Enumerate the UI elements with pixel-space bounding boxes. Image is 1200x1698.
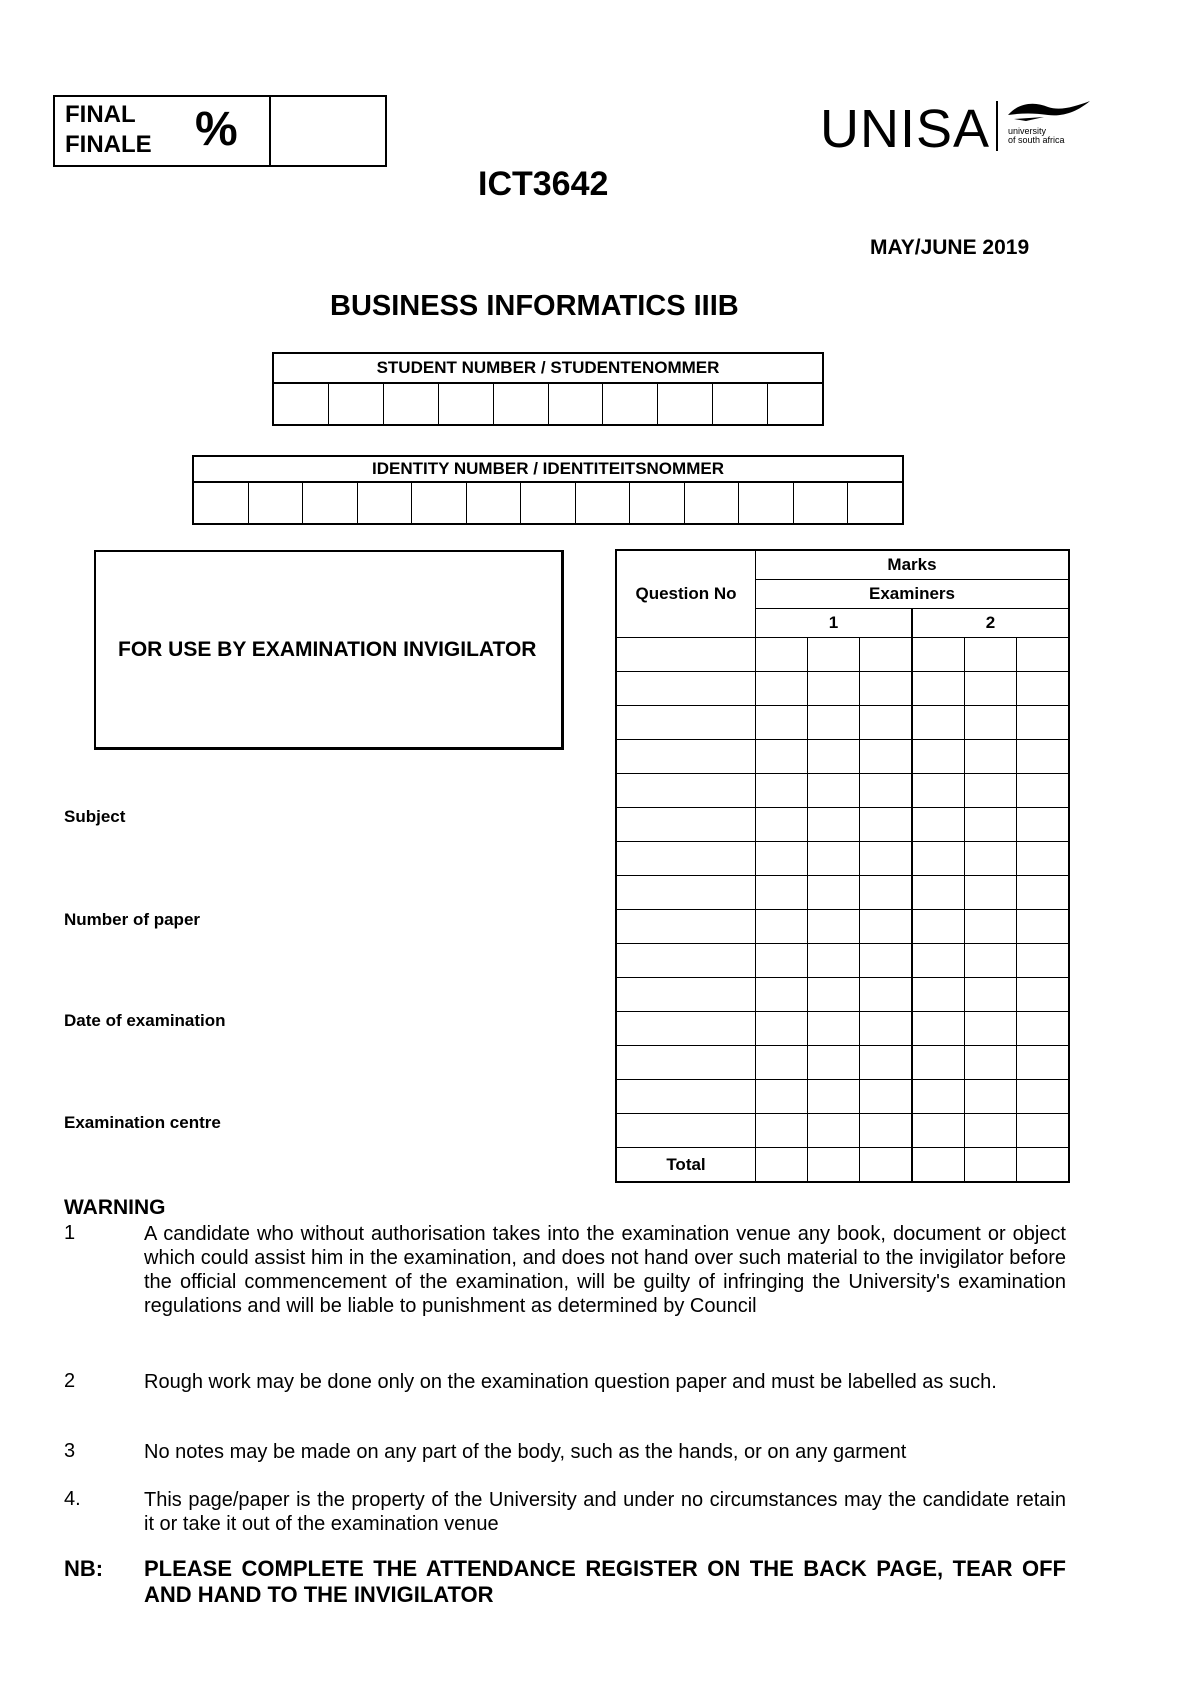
digit-cell[interactable]: [630, 483, 685, 523]
examiners-header: Examiners: [756, 580, 1070, 609]
mark-cell[interactable]: [965, 910, 1017, 944]
mark-cell[interactable]: [965, 706, 1017, 740]
table-row: [616, 944, 1069, 978]
mark-cell[interactable]: [912, 706, 965, 740]
mark-cell[interactable]: [860, 978, 913, 1012]
mark-cell[interactable]: [1017, 842, 1070, 876]
mark-cell[interactable]: [808, 910, 860, 944]
mark-cell[interactable]: [912, 842, 965, 876]
mark-cell[interactable]: [860, 706, 913, 740]
mark-cell[interactable]: [965, 842, 1017, 876]
percent-sign: %: [195, 103, 238, 156]
invigilator-box: [94, 550, 564, 750]
question-cell[interactable]: [616, 1046, 756, 1080]
digit-cell[interactable]: [303, 483, 358, 523]
final-label: [65, 100, 152, 160]
mark-cell[interactable]: [965, 944, 1017, 978]
exam-centre-label: Examination centre: [64, 1113, 221, 1132]
table-row: [616, 842, 1069, 876]
mark-cell[interactable]: [860, 638, 913, 672]
table-row: [616, 1080, 1069, 1114]
course-title: BUSINESS INFORMATICS IIIB: [330, 290, 739, 322]
mark-cell[interactable]: [860, 740, 913, 774]
mark-cell[interactable]: [756, 842, 808, 876]
mark-cell[interactable]: [808, 876, 860, 910]
identity-number-box: [192, 455, 904, 525]
student-number-cells[interactable]: [274, 384, 822, 424]
digit-cell[interactable]: [412, 483, 467, 523]
mark-cell[interactable]: [912, 774, 965, 808]
final-label-en: FINAL: [65, 101, 136, 128]
digit-cell[interactable]: [194, 483, 249, 523]
question-cell[interactable]: [616, 876, 756, 910]
nb-text: PLEASE COMPLETE THE ATTENDANCE REGISTER ON THE BACK PAGE, TEAR OFF AND HAND TO THE INVIGILATOR: [144, 1556, 1066, 1607]
total-row: [616, 1148, 1069, 1183]
total-cell[interactable]: [965, 1148, 1017, 1183]
mark-cell[interactable]: [1017, 808, 1070, 842]
mark-cell[interactable]: [912, 1080, 965, 1114]
marks-header: Marks: [756, 550, 1070, 580]
mark-cell[interactable]: [965, 774, 1017, 808]
logo-tagline: [1008, 127, 1065, 145]
mark-cell[interactable]: [1017, 1046, 1070, 1080]
mark-cell[interactable]: [1017, 1114, 1070, 1148]
table-row: [616, 706, 1069, 740]
mark-cell[interactable]: [1017, 740, 1070, 774]
question-cell[interactable]: [616, 774, 756, 808]
mark-cell[interactable]: [808, 1046, 860, 1080]
paper-number-label: Number of paper: [64, 910, 201, 929]
warning-item-number: 4.: [64, 1488, 81, 1510]
final-label-af: FINALE: [65, 131, 152, 158]
mark-cell[interactable]: [860, 672, 913, 706]
table-row: [616, 978, 1069, 1012]
mark-cell[interactable]: [1017, 774, 1070, 808]
mark-cell[interactable]: [756, 808, 808, 842]
mark-cell[interactable]: [860, 774, 913, 808]
mark-cell[interactable]: [965, 740, 1017, 774]
logo-divider: [996, 101, 998, 151]
marks-table: [615, 549, 1070, 1183]
digit-cell[interactable]: [494, 384, 549, 424]
mark-cell[interactable]: [1017, 978, 1070, 1012]
warning-item-text: No notes may be made on any part of the body, such as the hands, or on any garment: [144, 1441, 907, 1463]
mark-cell[interactable]: [860, 1114, 913, 1148]
mark-cell[interactable]: [808, 808, 860, 842]
question-no-header: Question No: [616, 550, 756, 638]
mark-cell[interactable]: [912, 1114, 965, 1148]
mark-cell[interactable]: [860, 1046, 913, 1080]
final-percentage-box: [53, 95, 387, 167]
warning-item-number: 3: [64, 1440, 76, 1462]
exam-session: MAY/JUNE 2019: [870, 236, 1030, 259]
question-cell[interactable]: [616, 978, 756, 1012]
mark-cell[interactable]: [860, 910, 913, 944]
warning-title: WARNING: [64, 1196, 166, 1219]
mark-cell[interactable]: [1017, 706, 1070, 740]
table-row: [616, 774, 1069, 808]
digit-cell[interactable]: [658, 384, 713, 424]
mark-cell[interactable]: [808, 740, 860, 774]
question-cell[interactable]: [616, 1114, 756, 1148]
unisa-logo: [820, 95, 1080, 165]
question-cell[interactable]: [616, 706, 756, 740]
total-cell[interactable]: [860, 1148, 913, 1183]
mark-cell[interactable]: [965, 672, 1017, 706]
digit-cell[interactable]: [549, 384, 604, 424]
table-row: [616, 1012, 1069, 1046]
digit-cell[interactable]: [274, 384, 329, 424]
mark-cell[interactable]: [912, 876, 965, 910]
question-cell[interactable]: [616, 1080, 756, 1114]
mark-cell[interactable]: [756, 1114, 808, 1148]
mark-cell[interactable]: [860, 808, 913, 842]
digit-cell[interactable]: [384, 384, 439, 424]
mark-cell[interactable]: [860, 842, 913, 876]
mark-cell[interactable]: [965, 1080, 1017, 1114]
table-row: [616, 1046, 1069, 1080]
identity-number-cells[interactable]: [194, 483, 902, 523]
digit-cell[interactable]: [576, 483, 631, 523]
digit-cell[interactable]: [439, 384, 494, 424]
warning-item-number: 2: [64, 1370, 76, 1392]
mark-cell[interactable]: [1017, 1080, 1070, 1114]
question-cell[interactable]: [616, 740, 756, 774]
exam-date-label: Date of examination: [64, 1011, 226, 1030]
mark-cell[interactable]: [965, 1046, 1017, 1080]
mark-cell[interactable]: [912, 1046, 965, 1080]
mark-cell[interactable]: [808, 1080, 860, 1114]
mark-cell[interactable]: [860, 1012, 913, 1046]
mark-cell[interactable]: [808, 944, 860, 978]
digit-cell[interactable]: [521, 483, 576, 523]
student-number-box: [272, 352, 824, 426]
mark-cell[interactable]: [756, 706, 808, 740]
mark-cell[interactable]: [965, 638, 1017, 672]
mark-cell[interactable]: [808, 842, 860, 876]
question-cell[interactable]: [616, 910, 756, 944]
mark-cell[interactable]: [860, 944, 913, 978]
mark-cell[interactable]: [965, 808, 1017, 842]
nb-label: NB:: [64, 1556, 104, 1581]
mark-cell[interactable]: [756, 944, 808, 978]
total-cell[interactable]: [808, 1148, 860, 1183]
mark-cell[interactable]: [756, 1080, 808, 1114]
mark-cell[interactable]: [808, 672, 860, 706]
mark-cell[interactable]: [912, 944, 965, 978]
digit-cell[interactable]: [768, 384, 822, 424]
mark-cell[interactable]: [965, 876, 1017, 910]
table-row: [616, 672, 1069, 706]
mark-cell[interactable]: [912, 740, 965, 774]
warning-item-text: Rough work may be done only on the examination question paper and must be labelled as such.: [144, 1371, 997, 1393]
examiner-1-header: 1: [756, 609, 913, 638]
digit-cell[interactable]: [685, 483, 740, 523]
warning-item-text: A candidate who without authorisation takes into the examination venue any book, document or object which could assist him in the examination, and does not hand over such material to the invigilator before the official commencement of the examination, will be guilty of infringing the University's examination regulations and will be liable to punishment as determined by Council: [144, 1223, 1066, 1317]
total-cell[interactable]: [1017, 1148, 1070, 1183]
table-row: [616, 740, 1069, 774]
mark-cell[interactable]: [1017, 1012, 1070, 1046]
table-row: [616, 876, 1069, 910]
digit-cell[interactable]: [358, 483, 413, 523]
mark-cell[interactable]: [1017, 638, 1070, 672]
warning-item-text: This page/paper is the property of the University and under no circumstances may the candidate retain it or take it out of the examination venue: [144, 1489, 1066, 1535]
mark-cell[interactable]: [756, 740, 808, 774]
mark-cell[interactable]: [860, 1080, 913, 1114]
total-cell[interactable]: [912, 1148, 965, 1183]
mark-cell[interactable]: [808, 978, 860, 1012]
total-label: Total: [616, 1148, 756, 1183]
question-cell[interactable]: [616, 808, 756, 842]
question-cell[interactable]: [616, 842, 756, 876]
mark-cell[interactable]: [912, 1012, 965, 1046]
mark-cell[interactable]: [756, 672, 808, 706]
mark-cell[interactable]: [808, 1114, 860, 1148]
mark-cell[interactable]: [808, 1012, 860, 1046]
digit-cell[interactable]: [249, 483, 304, 523]
mark-cell[interactable]: [965, 1114, 1017, 1148]
logo-tagline-1: university: [1008, 126, 1047, 136]
mark-cell[interactable]: [912, 910, 965, 944]
mark-cell[interactable]: [912, 978, 965, 1012]
mark-cell[interactable]: [808, 706, 860, 740]
digit-cell[interactable]: [713, 384, 768, 424]
table-row: [616, 1114, 1069, 1148]
mark-cell[interactable]: [808, 774, 860, 808]
mark-cell[interactable]: [756, 876, 808, 910]
question-cell[interactable]: [616, 944, 756, 978]
score-divider: [269, 97, 271, 165]
bird-icon: [1004, 97, 1094, 127]
mark-cell[interactable]: [965, 978, 1017, 1012]
digit-cell[interactable]: [329, 384, 384, 424]
mark-cell[interactable]: [860, 876, 913, 910]
digit-cell[interactable]: [739, 483, 794, 523]
mark-cell[interactable]: [756, 1046, 808, 1080]
mark-cell[interactable]: [912, 638, 965, 672]
digit-cell[interactable]: [603, 384, 658, 424]
mark-cell[interactable]: [756, 910, 808, 944]
mark-cell[interactable]: [1017, 672, 1070, 706]
question-cell[interactable]: [616, 638, 756, 672]
digit-cell[interactable]: [794, 483, 849, 523]
warning-item-number: 1: [64, 1222, 76, 1244]
mark-cell[interactable]: [756, 1012, 808, 1046]
mark-cell[interactable]: [756, 978, 808, 1012]
mark-cell[interactable]: [1017, 944, 1070, 978]
mark-cell[interactable]: [756, 638, 808, 672]
mark-cell[interactable]: [1017, 876, 1070, 910]
question-cell[interactable]: [616, 1012, 756, 1046]
logo-tagline-2: of south africa: [1008, 135, 1065, 145]
student-number-label: STUDENT NUMBER / STUDENTENOMMER: [274, 354, 822, 384]
mark-cell[interactable]: [965, 1012, 1017, 1046]
subject-label: Subject: [64, 807, 126, 826]
question-cell[interactable]: [616, 672, 756, 706]
table-row: [616, 638, 1069, 672]
examiner-2-header: 2: [912, 609, 1069, 638]
total-cell[interactable]: [756, 1148, 808, 1183]
mark-cell[interactable]: [912, 808, 965, 842]
logo-wordmark: UNISA: [820, 99, 991, 159]
invigilator-label: FOR USE BY EXAMINATION INVIGILATOR: [118, 638, 537, 661]
table-row: [616, 808, 1069, 842]
identity-number-label: IDENTITY NUMBER / IDENTITEITSNOMMER: [194, 457, 902, 483]
digit-cell[interactable]: [848, 483, 902, 523]
mark-cell[interactable]: [808, 638, 860, 672]
mark-cell[interactable]: [1017, 910, 1070, 944]
mark-cell[interactable]: [912, 672, 965, 706]
table-row: [616, 910, 1069, 944]
course-code: ICT3642: [478, 165, 609, 203]
digit-cell[interactable]: [467, 483, 522, 523]
mark-cell[interactable]: [756, 774, 808, 808]
